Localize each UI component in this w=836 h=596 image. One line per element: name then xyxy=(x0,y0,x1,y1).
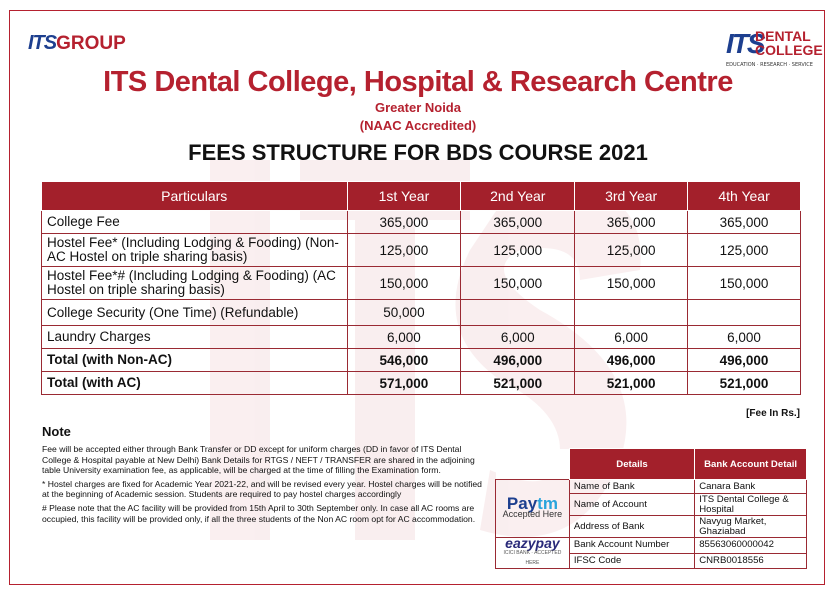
cell-value: 6,000 xyxy=(575,326,688,349)
cell-value: 496,000 xyxy=(461,349,575,372)
bank-label: Name of Bank xyxy=(569,480,694,494)
col-header-particulars: Particulars xyxy=(42,182,348,211)
eazypay-sub-label: ICICI BANK · ACCEPTED HERE xyxy=(503,550,562,566)
row-label: College Security (One Time) (Refundable) xyxy=(42,300,348,326)
table-row xyxy=(42,211,801,234)
bank-details-panel xyxy=(495,448,807,572)
bank-value: Navyug Market, Ghaziabad xyxy=(695,516,807,538)
logo-right-mark: ITS xyxy=(726,28,764,59)
table-row xyxy=(496,538,807,554)
cell-value: 571,000 xyxy=(347,372,461,395)
cell-value xyxy=(461,300,575,326)
bank-value: CNRB0018556 xyxy=(695,553,807,569)
note-paragraph: * Hostel charges are fixed for Academic Year 2021-22, and will be revised every year. Hostel charges will be notified at the beginning of Academic session. Students are required to pay hostel charges accordingly xyxy=(42,478,482,500)
bank-col-details: Details xyxy=(569,449,694,480)
paytm-badge xyxy=(496,480,570,538)
cell-value: 521,000 xyxy=(461,372,575,395)
its-group-logo xyxy=(28,32,126,55)
cell-value: 496,000 xyxy=(688,349,801,372)
bank-label: Name of Account xyxy=(569,494,694,516)
logo-right-line1: DENTAL xyxy=(755,28,811,44)
logo-right-tagline: EDUCATION · RESEARCH · SERVICE xyxy=(726,62,813,68)
cell-value: 50,000 xyxy=(347,300,461,326)
note-paragraph: Fee will be accepted either through Bank Transfer or DD except for uniform charges (DD in favor of ITS Dental College & Hospital payable at New Delhi) Bank Details for RTGS / NEFT / TRANSFER are shared in the adjoining table University examination fee, as applicable, will be charged at the time of filling the Examination form. xyxy=(42,444,475,476)
bank-label: Bank Account Number xyxy=(569,538,694,554)
table-row xyxy=(42,234,801,267)
paytm-pay: Pay xyxy=(506,493,538,513)
fees-heading: FEES STRUCTURE FOR BDS COURSE 2021 xyxy=(188,140,648,165)
cell-value: 150,000 xyxy=(688,267,801,300)
col-header-year4: 4th Year xyxy=(688,182,801,211)
bank-label: Address of Bank xyxy=(569,516,694,538)
cell-value: 546,000 xyxy=(347,349,461,372)
row-label: Total (with Non-AC) xyxy=(42,349,348,372)
cell-value: 125,000 xyxy=(347,234,461,267)
cell-value: 150,000 xyxy=(461,267,575,300)
note-heading: Note xyxy=(42,424,71,439)
col-header-year3: 3rd Year xyxy=(575,182,688,211)
cell-value xyxy=(688,300,801,326)
cell-value: 150,000 xyxy=(575,267,688,300)
logo-right-line2: COLLEGE xyxy=(755,42,823,58)
fees-header-row xyxy=(42,182,801,211)
row-label: Total (with AC) xyxy=(42,372,348,395)
row-label: Hostel Fee*# (Including Lodging & Fooding) (AC Hostel on triple sharing basis) xyxy=(42,267,348,300)
cell-value: 496,000 xyxy=(575,349,688,372)
cell-value: 521,000 xyxy=(575,372,688,395)
row-label: Laundry Charges xyxy=(42,326,348,349)
bank-header-blank xyxy=(496,449,570,480)
cell-value: 125,000 xyxy=(461,234,575,267)
cell-value: 6,000 xyxy=(688,326,801,349)
table-row xyxy=(42,372,801,395)
cell-value: 6,000 xyxy=(347,326,461,349)
cell-value xyxy=(575,300,688,326)
fee-unit-note: [Fee In Rs.] xyxy=(746,408,800,419)
bank-value: 85563060000042 xyxy=(695,538,807,554)
eazypay-logo: eazypay xyxy=(505,535,560,551)
college-location: Greater Noida xyxy=(375,100,461,115)
table-row xyxy=(42,326,801,349)
cell-value: 365,000 xyxy=(688,211,801,234)
logo-group-text: GROUP xyxy=(56,33,126,54)
paytm-logo xyxy=(496,493,569,513)
college-title: ITS Dental College, Hospital & Research Centre xyxy=(103,66,733,98)
accreditation-label: (NAAC Accredited) xyxy=(359,118,477,133)
table-row xyxy=(496,480,807,494)
col-header-year1: 1st Year xyxy=(347,182,461,211)
table-row xyxy=(42,349,801,372)
bank-header-row xyxy=(496,449,807,480)
notes-block xyxy=(42,444,482,527)
bank-label: IFSC Code xyxy=(569,553,694,569)
note-paragraph: # Please note that the AC facility will be provided from 15th April to 30th September only. In case all AC rooms are occupied, this facility will be provided only, if all the three students of the Non AC room opt for AC accommodation. xyxy=(42,502,476,524)
cell-value: 365,000 xyxy=(347,211,461,234)
cell-value: 150,000 xyxy=(347,267,461,300)
cell-value: 6,000 xyxy=(461,326,575,349)
bank-value: ITS Dental College & Hospital xyxy=(695,494,807,516)
table-row xyxy=(42,267,801,300)
cell-value: 125,000 xyxy=(688,234,801,267)
fees-table xyxy=(41,181,801,395)
logo-its-text: ITS xyxy=(28,32,57,54)
bank-value: Canara Bank xyxy=(695,480,807,494)
cell-value: 365,000 xyxy=(461,211,575,234)
bank-col-account: Bank Account Detail xyxy=(695,449,807,480)
table-row xyxy=(42,300,801,326)
row-label: Hostel Fee* (Including Lodging & Fooding) (Non-AC Hostel on triple sharing basis) xyxy=(42,234,348,267)
cell-value: 521,000 xyxy=(688,372,801,395)
cell-value: 125,000 xyxy=(575,234,688,267)
eazypay-badge xyxy=(496,535,570,569)
cell-value: 365,000 xyxy=(575,211,688,234)
paytm-accepted-label: Accepted Here xyxy=(502,508,563,519)
row-label: College Fee xyxy=(42,211,348,234)
bank-details-table xyxy=(495,448,807,569)
col-header-year2: 2nd Year xyxy=(461,182,575,211)
paytm-tm: tm xyxy=(537,493,558,513)
